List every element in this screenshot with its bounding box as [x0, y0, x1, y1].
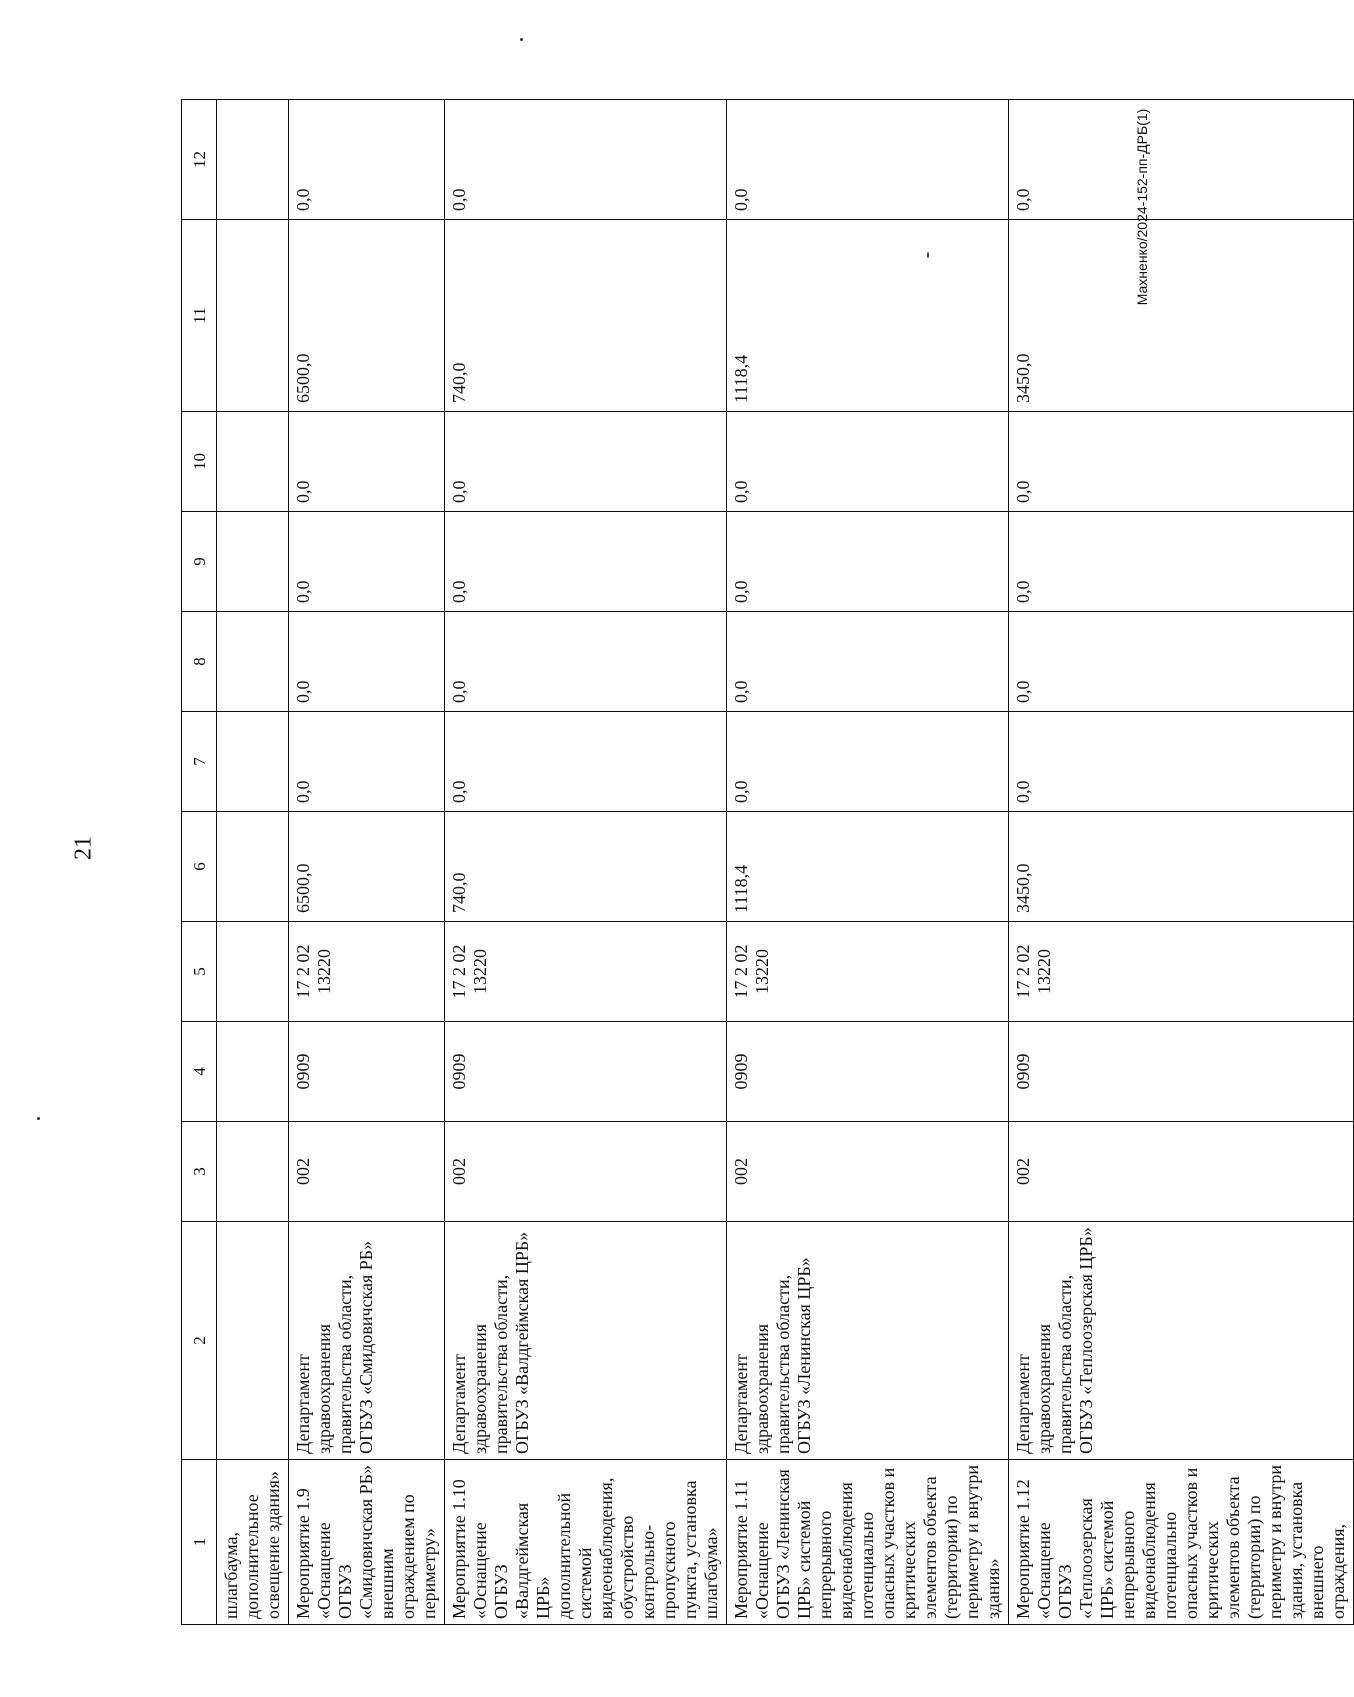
header-cell: 3	[182, 1122, 217, 1222]
section-code: 0909	[445, 1022, 727, 1122]
header-cell: 4	[182, 1022, 217, 1122]
admin-code	[217, 1122, 289, 1222]
budget-table	[181, 99, 1354, 1625]
value-cell: 0,0	[289, 512, 445, 612]
value-cell: 0,0	[289, 100, 445, 220]
value-cell: 0,0	[289, 612, 445, 712]
value-cell: 3450,0	[1009, 220, 1354, 412]
document-code: Махненко/2024-152-пп-ДРБ(1)	[1134, 108, 1150, 306]
header-cell: 1	[182, 1460, 217, 1625]
value-cell: 0,0	[1009, 412, 1354, 512]
target-article	[217, 922, 289, 1022]
value-cell: 0,0	[445, 412, 727, 512]
measure-description: Мероприятие 1.9 «Оснащение ОГБУЗ «Смидовичская РБ» внешним ограждением по периметру»	[289, 1460, 445, 1625]
target-article: 17 2 02 13220	[1009, 922, 1354, 1022]
header-cell: 12	[182, 100, 217, 220]
value-cell: 740,0	[445, 220, 727, 412]
scan-speck	[37, 1117, 40, 1120]
value-cell: 0,0	[727, 612, 1009, 712]
value-cell: 0,0	[445, 100, 727, 220]
value-cell: 0,0	[727, 712, 1009, 812]
target-article: 17 2 02 13220	[289, 922, 445, 1022]
value-cell: 0,0	[1009, 712, 1354, 812]
value-cell	[217, 412, 289, 512]
value-cell	[217, 812, 289, 922]
measure-description: шлагбаума, дополнительное освещение здания»	[217, 1460, 289, 1625]
table-row	[1009, 100, 1354, 1625]
value-cell: 0,0	[445, 512, 727, 612]
value-cell: 1118,4	[727, 220, 1009, 412]
header-cell: 9	[182, 512, 217, 612]
value-cell: 0,0	[1009, 612, 1354, 712]
header-row	[182, 100, 217, 1625]
table-row	[289, 100, 445, 1625]
page-number: 21	[70, 836, 97, 860]
measure-description: Мероприятие 1.10 «Оснащение ОГБУЗ «Валдгеймская ЦРБ» дополнительной системой видеонаблюдения, обустройство контрольно-пропускного пункта, установка шлагбаума»	[445, 1460, 727, 1625]
value-cell	[217, 100, 289, 220]
value-cell: 0,0	[445, 712, 727, 812]
measure-description: Мероприятие 1.11 «Оснащение ОГБУЗ «Ленинская ЦРБ» системой непрерывного видеонаблюдения потенциально опасных участков и критических элементов объекта (территории) по периметру и внутри здания»	[727, 1460, 1009, 1625]
value-cell	[217, 220, 289, 412]
header-cell: 6	[182, 812, 217, 922]
value-cell: 740,0	[445, 812, 727, 922]
table-row	[445, 100, 727, 1625]
scan-speck	[520, 38, 523, 41]
section-code: 0909	[1009, 1022, 1354, 1122]
value-cell: 0,0	[727, 412, 1009, 512]
value-cell: 0,0	[1009, 512, 1354, 612]
responsible-executor: Департамент здравоохранения правительства области, ОГБУЗ «Валдгеймская ЦРБ»	[445, 1222, 727, 1460]
target-article: 17 2 02 13220	[727, 922, 1009, 1022]
header-cell: 7	[182, 712, 217, 812]
header-cell: 8	[182, 612, 217, 712]
header-cell: 2	[182, 1222, 217, 1460]
value-cell: 0,0	[727, 100, 1009, 220]
responsible-executor: Департамент здравоохранения правительства области, ОГБУЗ «Ленинская ЦРБ»	[727, 1222, 1009, 1460]
responsible-executor	[217, 1222, 289, 1460]
table-row	[727, 100, 1009, 1625]
value-cell	[217, 512, 289, 612]
value-cell: 3450,0	[1009, 812, 1354, 922]
value-cell: 0,0	[289, 712, 445, 812]
value-cell: 0,0	[445, 612, 727, 712]
measure-description: Мероприятие 1.12 «Оснащение ОГБУЗ «Теплоозерская ЦРБ» системой непрерывного видеонаблюдения потенциально опасных участков и критических элементов объекта (территории) по периметру и внутри здания, установка внешнего ограждения,	[1009, 1460, 1354, 1625]
value-cell: 1118,4	[727, 812, 1009, 922]
admin-code: 002	[445, 1122, 727, 1222]
value-cell: 0,0	[1009, 100, 1354, 220]
table-row	[217, 100, 289, 1625]
value-cell: 0,0	[727, 512, 1009, 612]
value-cell: 0,0	[289, 412, 445, 512]
header-cell: 11	[182, 220, 217, 412]
header-cell: 5	[182, 922, 217, 1022]
section-code: 0909	[289, 1022, 445, 1122]
value-cell: 6500,0	[289, 812, 445, 922]
header-cell: 10	[182, 412, 217, 512]
section-code	[217, 1022, 289, 1122]
responsible-executor: Департамент здравоохранения правительства области, ОГБУЗ «Теплоозерская ЦРБ»	[1009, 1222, 1354, 1460]
section-code: 0909	[727, 1022, 1009, 1122]
admin-code: 002	[1009, 1122, 1354, 1222]
value-cell	[217, 712, 289, 812]
value-cell	[217, 612, 289, 712]
responsible-executor: Департамент здравоохранения правительства области, ОГБУЗ «Смидовичская РБ»	[289, 1222, 445, 1460]
admin-code: 002	[727, 1122, 1009, 1222]
value-cell: 6500,0	[289, 220, 445, 412]
admin-code: 002	[289, 1122, 445, 1222]
target-article: 17 2 02 13220	[445, 922, 727, 1022]
